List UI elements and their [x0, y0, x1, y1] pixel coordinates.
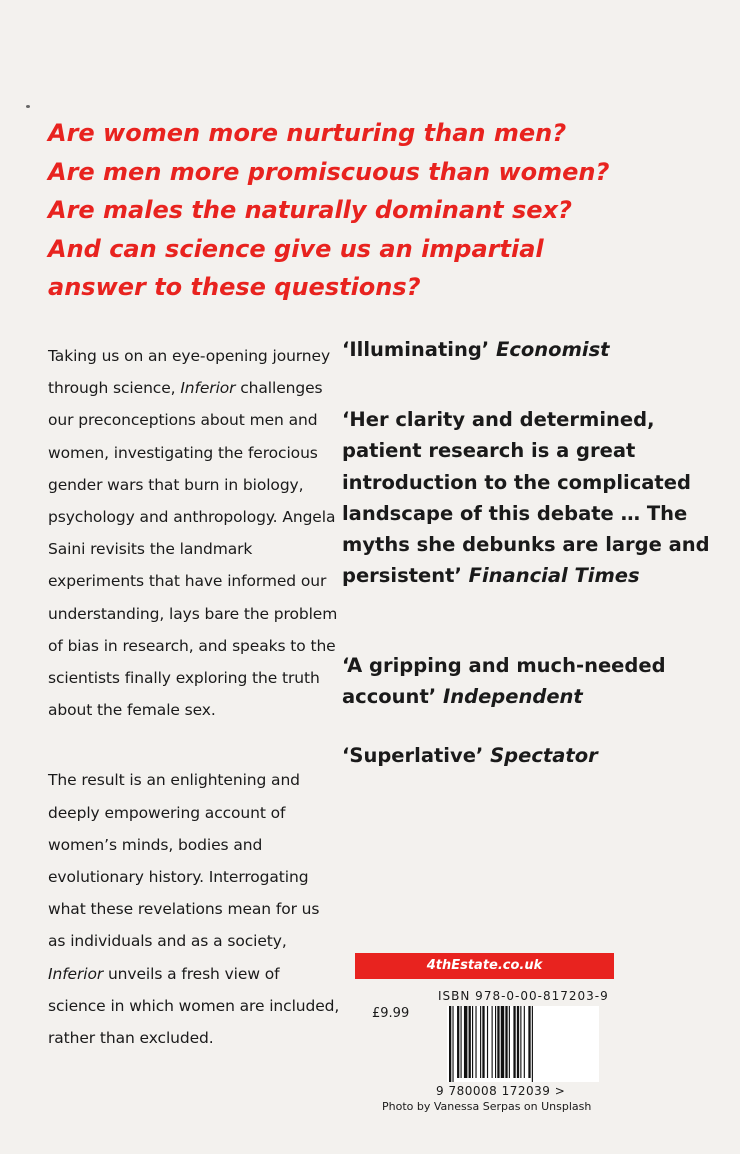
- quote-source: Spectator: [490, 744, 598, 767]
- photo-credit: Photo by Vanessa Serpas on Unsplash: [382, 1100, 592, 1113]
- quote-text: ‘A gripping and much-needed account’: [342, 654, 666, 709]
- quote-source: Economist: [496, 338, 610, 361]
- isbn-label: ISBN 978-0-00-817203-9: [438, 989, 609, 1003]
- dust-speck: [26, 105, 30, 108]
- book-title: Inferior: [180, 379, 236, 398]
- quote-text: ‘Illuminating’: [342, 338, 490, 361]
- question-line: Are women more nurturing than men?: [48, 119, 567, 147]
- quote-text: ‘Her clarity and determined, patient research is a great introduction to the complicated landscape of this debate … The myths she debunks are large and persistent’: [342, 408, 710, 588]
- review-quote: [342, 404, 722, 592]
- review-quote: [342, 334, 722, 365]
- question-line: Are males the naturally dominant sex?: [48, 196, 572, 224]
- blurb-text: Taking us on an eye-opening journey through science,: [48, 347, 331, 398]
- blurb-paragraph: [48, 764, 340, 1054]
- blurb-text: The result is an enlightening and deeply empowering account of women’s minds, bodies and evolutionary history. Interrogating what these revelations mean for us as individuals and as a society,: [48, 771, 320, 951]
- price-label: £9.99: [372, 1006, 410, 1021]
- quote-text: ‘Superlative’: [342, 744, 484, 767]
- barcode-number: 9 780008 172039 >: [436, 1084, 566, 1098]
- blurb-text: challenges our preconceptions about men and women, investigating the ferocious gender wars that burn in biology, psychology and anthropology. Angela Saini revisits the landmark experiments that have informed our understanding, lays bare the problem of bias in research, and speaks to the scientists finally exploring the truth about the female sex.: [48, 379, 338, 720]
- book-title: Inferior: [48, 964, 104, 983]
- quote-source: Financial Times: [468, 564, 640, 588]
- question-list: [48, 114, 708, 307]
- question-line: Are men more promiscuous than women?: [48, 157, 610, 186]
- website-banner: 4thEstate.co.uk: [355, 953, 614, 979]
- review-quote: [342, 740, 722, 771]
- review-quote: [342, 650, 722, 713]
- barcode-icon: [447, 1006, 599, 1082]
- blurb: [48, 340, 340, 1054]
- blurb-text: unveils a fresh view of science in which women are included, rather than excluded.: [48, 964, 340, 1048]
- blurb-paragraph: [48, 340, 340, 726]
- quote-source: Independent: [442, 685, 583, 709]
- question-line: answer to these questions?: [48, 273, 421, 301]
- question-line: And can science give us an impartial: [48, 234, 544, 263]
